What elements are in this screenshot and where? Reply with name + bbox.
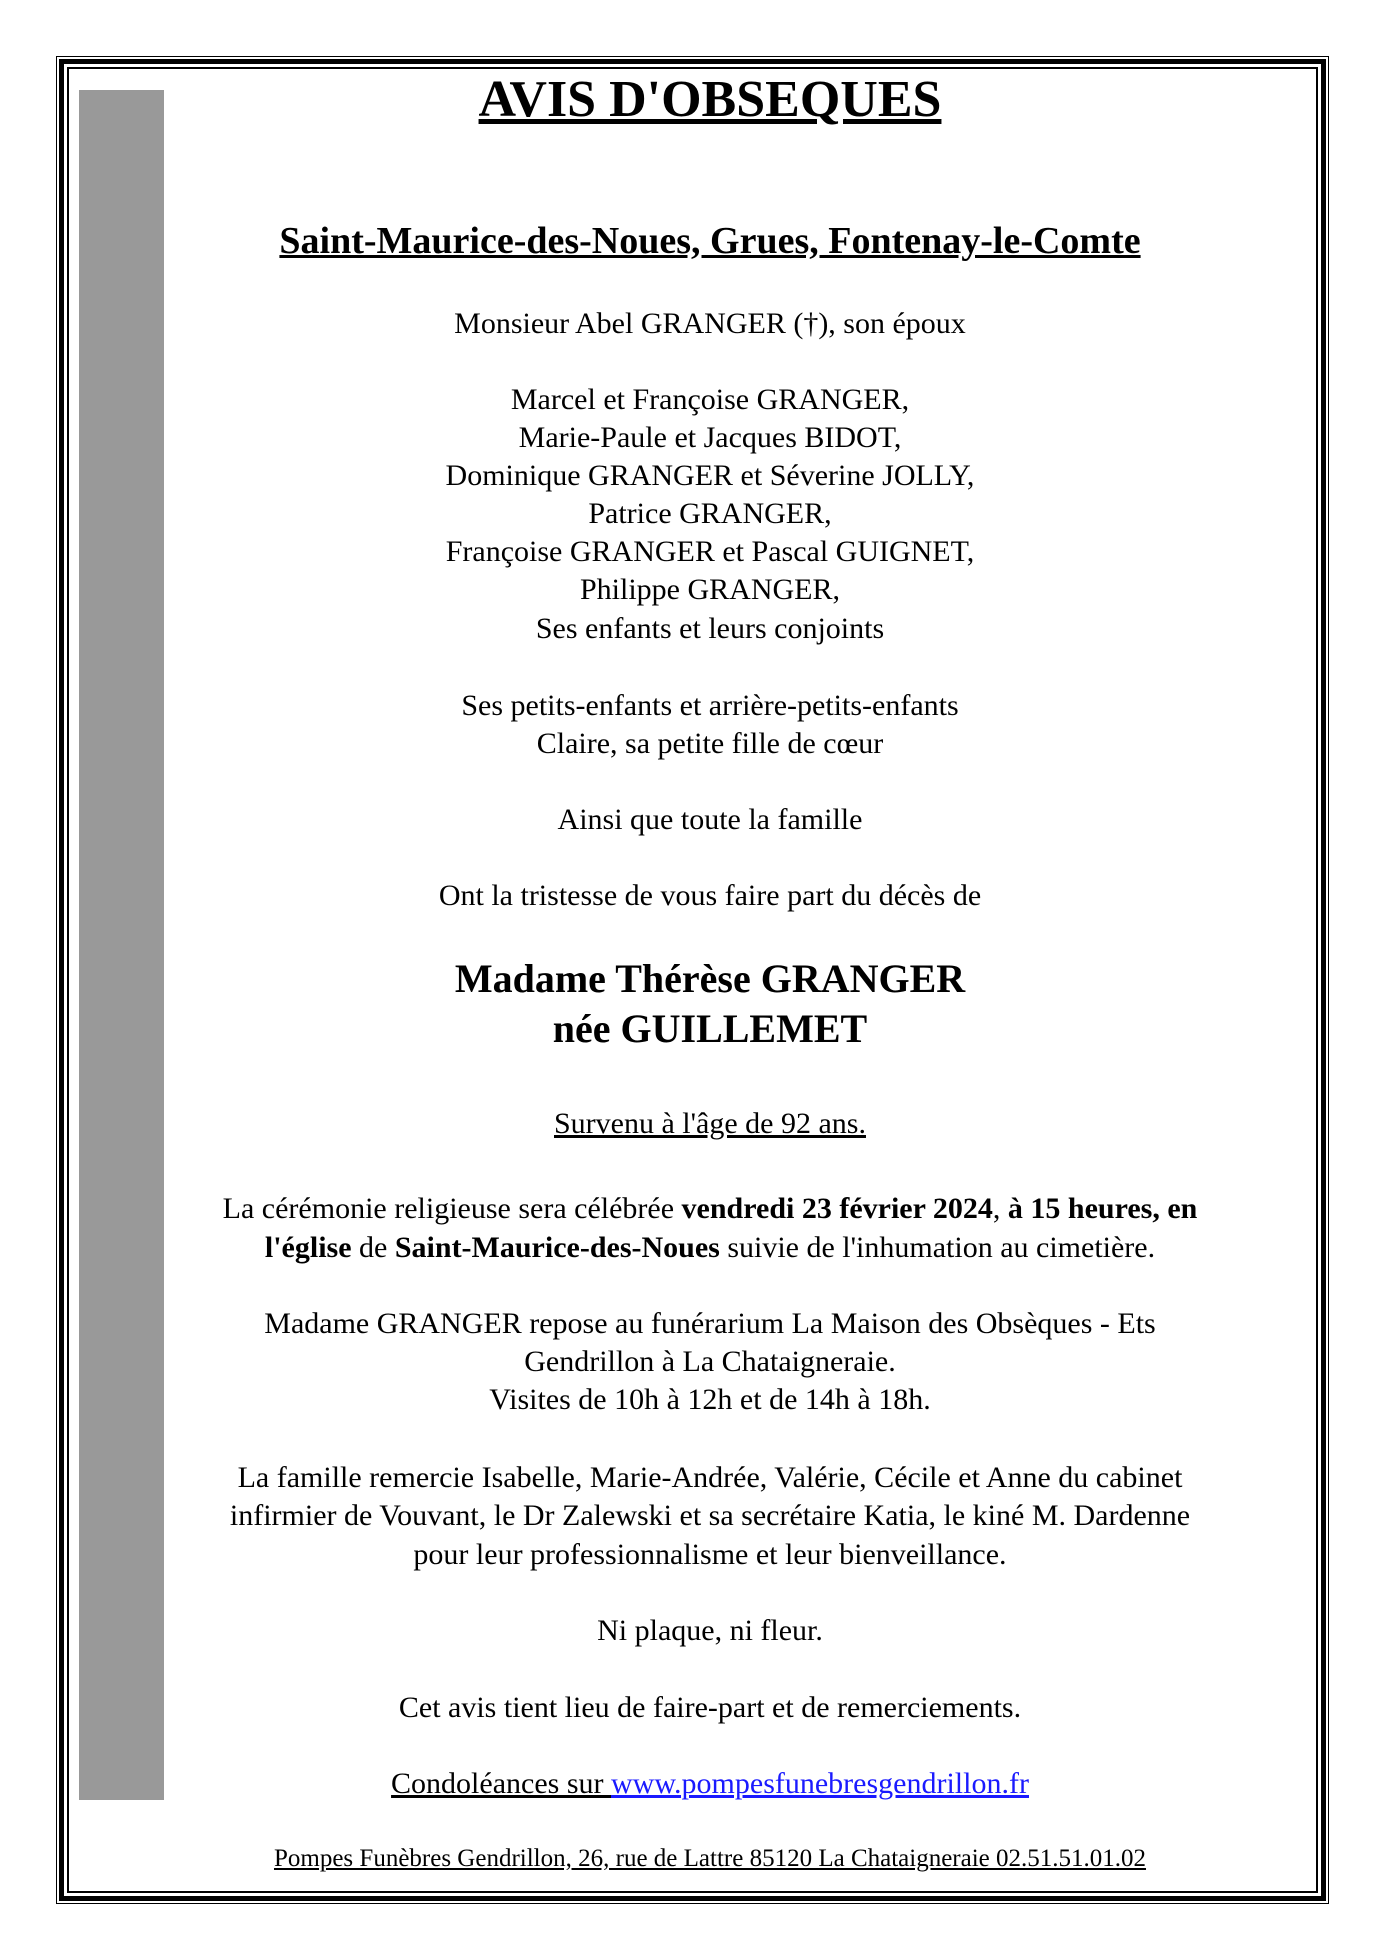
funeral-home-footer: Pompes Funèbres Gendrillon, 26, rue de Lattre 85120 La Chataigneraie 02.51.51.01.02 (273, 1845, 1147, 1872)
locations-heading: Saint-Maurice-des-Noues, Grues, Fontenay-le-Comte (279, 220, 1141, 262)
deceased-name: Madame Thérèse GRANGER (454, 956, 966, 1001)
ceremony-line-1 (120, 1190, 1300, 1228)
ceremony-text: La cérémonie religieuse sera célébrée (222, 1192, 682, 1225)
notice-line: Cet avis tient lieu de faire-part et de remerciements. (398, 1691, 1022, 1724)
deceased-maiden-name: née GUILLEMET (552, 1006, 868, 1051)
child-line: Patrice GRANGER, (588, 497, 832, 530)
child-line: Marie-Paule et Jacques BIDOT, (518, 421, 902, 454)
ceremony-date: vendredi 23 février 2024 (681, 1192, 993, 1225)
ceremony-place: Saint-Maurice-des-Noues (394, 1231, 720, 1264)
thanks-line: infirmier de Vouvant, le Dr Zalewski et sa secrétaire Katia, le kiné M. Dardenne (229, 1499, 1191, 1532)
grandchildren-line: Ses petits-enfants et arrière-petits-enfants (461, 689, 959, 722)
ceremony-line-2 (120, 1229, 1300, 1267)
grandchildren-line: Claire, sa petite fille de cœur (536, 727, 884, 760)
rest-line: Gendrillon à La Chataigneraie. (524, 1345, 896, 1378)
visiting-hours: Visites de 10h à 12h et de 14h à 18h. (489, 1383, 931, 1416)
condolences-line (120, 1765, 1300, 1803)
children-summary: Ses enfants et leurs conjoints (535, 612, 885, 645)
ceremony-text: suivie de l'inhumation au cimetière. (719, 1231, 1156, 1264)
spouse-line: Monsieur Abel GRANGER (†), son époux (454, 307, 966, 340)
child-line: Marcel et Françoise GRANGER, (510, 383, 910, 416)
ceremony-text: de (351, 1231, 395, 1264)
child-line: Dominique GRANGER et Séverine JOLLY, (445, 459, 975, 492)
age-line: Survenu à l'âge de 92 ans. (554, 1107, 866, 1140)
child-line: Philippe GRANGER, (579, 573, 840, 606)
child-line: Françoise GRANGER et Pascal GUIGNET, (445, 535, 975, 568)
condolences-label: Condoléances sur (391, 1767, 611, 1800)
ceremony-time: à 15 heures, en (1007, 1192, 1198, 1225)
family-line: Ainsi que toute la famille (557, 803, 863, 836)
no-flowers-line: Ni plaque, ni fleur. (597, 1614, 823, 1647)
ceremony-text: , (992, 1192, 1008, 1225)
ceremony-venue: l'église (264, 1231, 352, 1264)
announce-line: Ont la tristesse de vous faire part du décès de (438, 879, 982, 912)
thanks-line: La famille remercie Isabelle, Marie-Andrée, Valérie, Cécile et Anne du cabinet (237, 1461, 1183, 1494)
page-title: AVIS D'OBSEQUES (478, 71, 942, 128)
rest-line: Madame GRANGER repose au funérarium La Maison des Obsèques - Ets (264, 1307, 1156, 1340)
thanks-line: pour leur professionnalisme et leur bienveillance. (413, 1538, 1007, 1571)
condolences-link[interactable]: www.pompesfunebresgendrillon.fr (611, 1767, 1029, 1800)
